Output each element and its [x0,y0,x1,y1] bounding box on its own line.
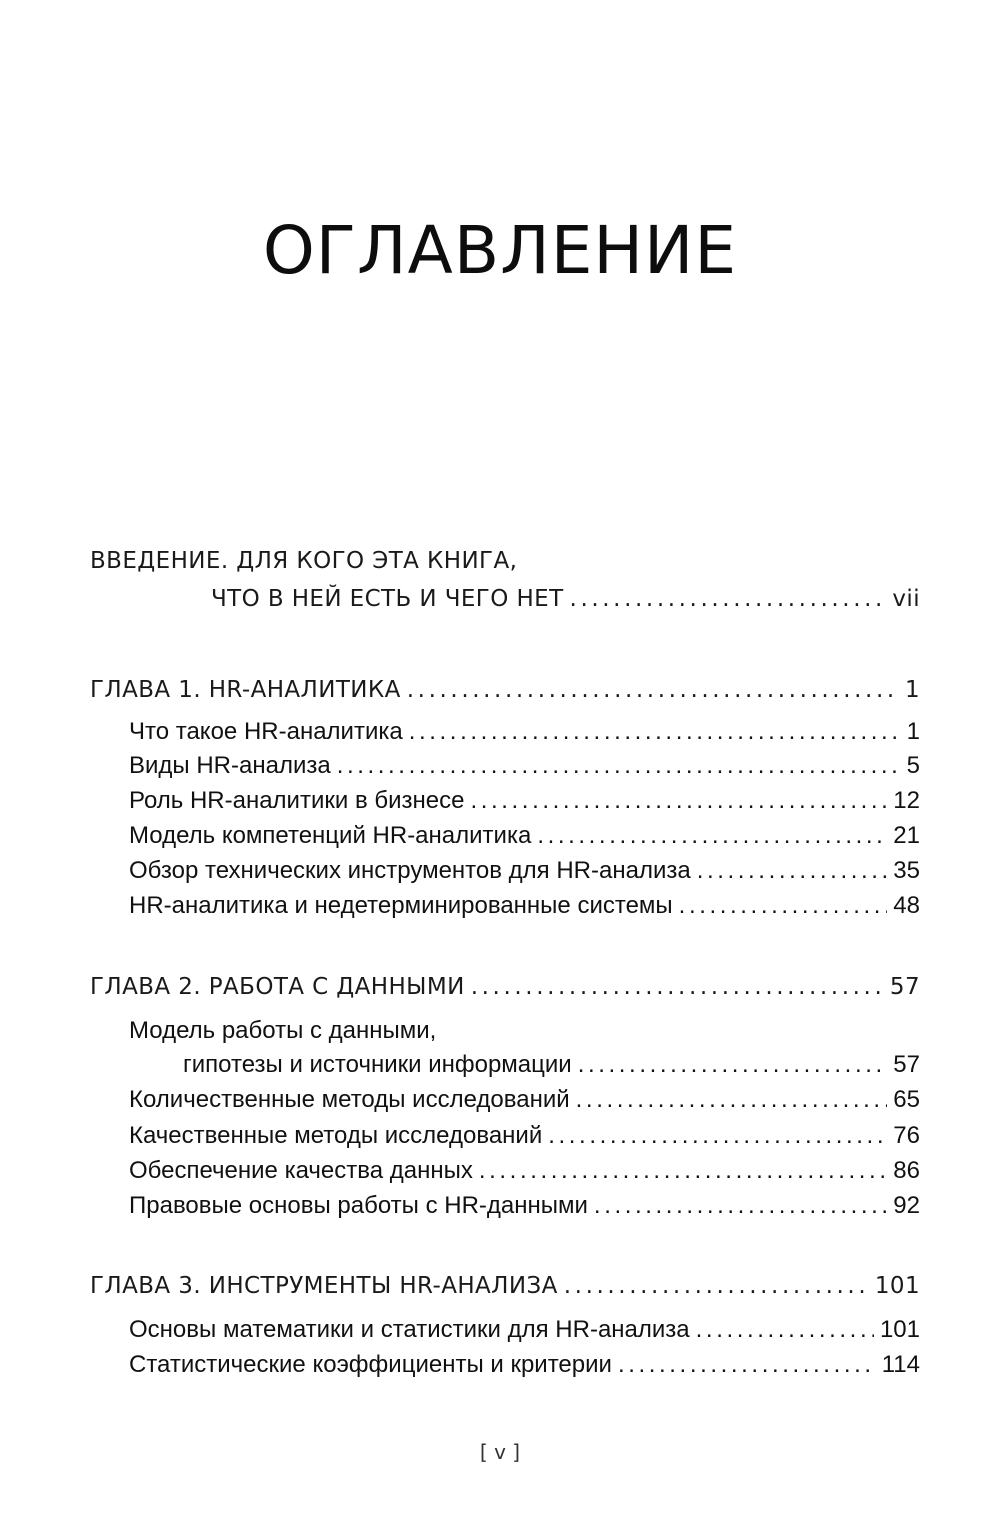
chapter-title: ГЛАВА 1. HR-АНАЛИТИКА [90,677,401,703]
toc-entry-intro[interactable] [211,586,920,612]
page-number: 86 [893,1157,920,1184]
section-title: Роль HR-аналитики в бизнесе [129,787,465,814]
page-number: 5 [906,752,920,779]
dot-leader [697,857,888,885]
toc-entry-chapter-2[interactable] [90,974,920,1000]
toc-entry-section[interactable] [129,787,920,815]
page-number: 114 [881,1351,920,1378]
dot-leader [570,586,887,612]
toc-entry-section[interactable] [183,1051,920,1079]
page-number: 1 [906,718,920,745]
dot-leader [696,1316,874,1344]
toc-entry-section[interactable] [129,857,920,885]
intro-title-line1: ВВЕДЕНИЕ. ДЛЯ КОГО ЭТА КНИГА, [90,548,518,574]
section-title-line1: Модель работы с данными, [129,1017,437,1044]
dot-leader [679,892,888,920]
section-title: Модель компетенций HR-аналитика [129,822,532,849]
dot-leader [409,718,901,746]
dot-leader [479,1157,887,1185]
page-number: 48 [893,892,920,919]
page-folio: [ v ] [479,1440,521,1464]
section-title: Статистические коэффициенты и критерии [129,1351,612,1378]
intro-title-line2: ЧТО В НЕЙ ЕСТЬ И ЧЕГО НЕТ [211,586,564,612]
section-title: Правовые основы работы с HR-данными [129,1192,588,1219]
toc-entry-section[interactable] [129,1157,920,1185]
dot-leader [576,1086,888,1114]
dot-leader [594,1192,887,1220]
section-title: Основы математики и статистики для HR-анализа [129,1316,690,1343]
page-number: 65 [893,1086,920,1113]
page-title: ОГЛАВЛЕНИЕ [262,212,738,289]
section-title: Виды HR-анализа [129,752,331,779]
page-number: 57 [889,974,920,1000]
section-title: HR-аналитика и недетерминированные системы [129,892,673,919]
dot-leader [578,1051,888,1079]
toc-entry-section[interactable] [129,718,920,746]
page-number: 76 [893,1122,920,1149]
section-title-line2: гипотезы и источники информации [183,1051,572,1078]
section-title: Количественные методы исследований [129,1086,570,1113]
dot-leader [471,974,884,1000]
toc-entry-section[interactable] [129,752,920,780]
toc-entry-section[interactable] [129,822,920,850]
toc-entry-section[interactable] [129,1351,920,1379]
page-number: vii [892,586,920,612]
toc-entry-section[interactable] [129,1316,920,1344]
page-number: 101 [874,1273,920,1299]
toc-entry-section[interactable] [129,1122,920,1150]
toc-entry-section[interactable] [129,892,920,920]
dot-leader [537,822,887,850]
dot-leader [470,787,887,815]
dot-leader [564,1273,869,1299]
toc-entry-section[interactable] [129,1086,920,1114]
dot-leader [337,752,901,780]
section-title: Что такое HR-аналитика [129,718,403,745]
page-number: 21 [893,822,920,849]
dot-leader [548,1122,887,1150]
page-number: 1 [904,677,920,703]
chapter-title: ГЛАВА 2. РАБОТА С ДАННЫМИ [90,974,465,1000]
page-number: 35 [893,857,920,884]
dot-leader [618,1351,876,1379]
section-title: Обзор технических инструментов для HR-анализа [129,857,691,884]
page-number: 101 [879,1316,920,1343]
toc-entry-section[interactable] [129,1192,920,1220]
page-number: 12 [893,787,920,814]
toc-entry-chapter-3[interactable] [90,1273,920,1299]
page-number: 92 [893,1192,920,1219]
chapter-title: ГЛАВА 3. ИНСТРУМЕНТЫ HR-АНАЛИЗА [90,1273,558,1299]
section-title: Обеспечение качества данных [129,1157,473,1184]
page-number: 57 [893,1051,920,1078]
section-title: Качественные методы исследований [129,1122,543,1149]
dot-leader [407,677,899,703]
toc-entry-chapter-1[interactable] [90,677,920,703]
